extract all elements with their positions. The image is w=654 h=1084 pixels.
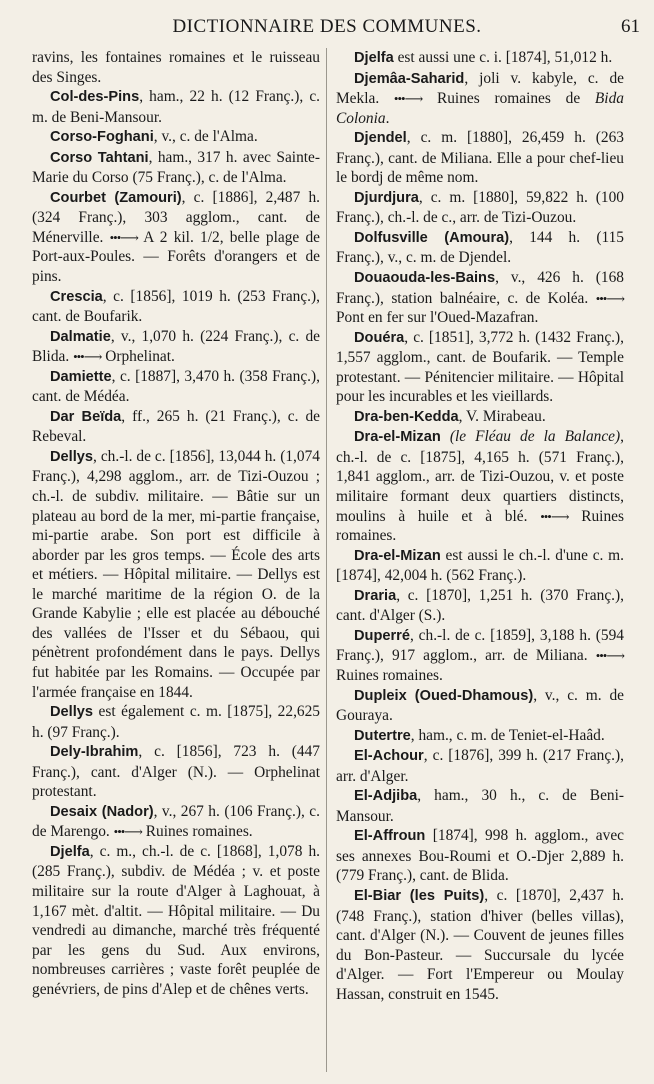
entry-text: A 2 kil. 1/2, belle plage de Port-aux-Poules. — Forêts d'orangers et de pins.: [32, 228, 321, 286]
entry-text: , v., 267 h. (106 Franç.), c. de Marengo.: [32, 802, 320, 841]
entry-text: , v., 1,070 h. (224 Franç.), c. de Blida.: [32, 327, 320, 366]
entry-headword: Djelfa: [50, 843, 90, 860]
entry-text: , V. Mirabeau.: [458, 407, 546, 425]
entry-text: , ham., 317 h. avec Sainte-Marie du Corso (75 Franç.), c. de l'Alma.: [32, 148, 320, 187]
dictionary-entry: [336, 228, 624, 268]
left-column: [32, 48, 320, 999]
dictionary-entry: [32, 447, 320, 702]
dictionary-entry: [336, 128, 624, 188]
entry-text: Ruines romaines.: [336, 507, 624, 545]
entry-italic: Bida Colonia: [336, 90, 624, 127]
entry-headword: Dellys: [50, 448, 93, 465]
entry-text: est aussi le ch.-l. d'une c. m. [1874], 42,004 h. (562 Franç.).: [336, 546, 624, 585]
dictionary-entry: [32, 407, 320, 447]
entry-headword: Corso-Foghani: [50, 129, 154, 146]
running-title: DICTIONNAIRE DES COMMUNES.: [172, 16, 482, 37]
entry-text: Orphelinat.: [105, 348, 175, 366]
arrow-icon: •••⟶: [595, 290, 624, 306]
entry-text: Ruines romaines.: [145, 823, 253, 841]
arrow-icon: •••⟶: [73, 349, 102, 365]
entry-text: , ham., c. m. de Teniet-el-Haâd.: [410, 726, 605, 744]
entry-text: ravins, les fontaines romaines et le ruisseau des Singes.: [32, 49, 320, 86]
dictionary-entry: [336, 48, 624, 69]
dictionary-entry: [32, 802, 320, 842]
dictionary-entry: [32, 367, 320, 407]
dictionary-entry: [336, 407, 624, 428]
entry-text: , c. [1856], 723 h. (447 Franç.), cant. d'Alger (N.). — Orphelinat protestant.: [32, 743, 320, 801]
entry-headword: El-Achour: [354, 748, 424, 765]
entry-text: .: [385, 109, 390, 127]
entry-headword: El-Biar (les Puits): [354, 887, 485, 904]
page-header: [0, 0, 654, 42]
entry-text: , v., 426 h. (168 Franç.), station balnéaire, c. de Koléa.: [336, 269, 624, 307]
column-divider: [326, 48, 327, 1072]
dictionary-entry: [32, 287, 320, 327]
entry-text: , ff., 265 h. (21 Franç.), c. de Rebeval.: [32, 407, 320, 446]
entry-headword: El-Adjiba: [354, 788, 418, 805]
dictionary-entry: [32, 87, 320, 127]
dictionary-entry: [336, 786, 624, 826]
entry-text: , c. [1876], 399 h. (217 Franç.), arr. d'Alger.: [336, 747, 624, 785]
dictionary-entry: [32, 48, 320, 87]
entry-text: , ham., 30 h., c. de Beni-Mansour.: [336, 787, 624, 825]
entry-headword: El-Affroun: [354, 828, 426, 845]
entry-headword: Duperré: [354, 627, 410, 644]
entry-headword: Douéra: [354, 329, 405, 346]
dictionary-entry: [336, 826, 624, 886]
entry-text: , c. [1870], 1,251 h. (370 Franç.), cant. d'Alger (S.).: [336, 586, 624, 625]
entry-headword: Col-des-Pins: [50, 89, 140, 106]
dictionary-entry: [336, 746, 624, 786]
arrow-icon: •••⟶: [540, 508, 569, 524]
entry-text: , c. m., ch.-l. de c. [1868], 1,078 h. (285 Franç.), subdiv. de Médéa ; v. et poste militaire sur la route d'Alger à Laghouat, à 1,167 mèt. d'altit. — Hôpital militaire. — Du vendredi au dimanche, marché très fréquenté par les gens du Sud. Aux environs, nombreuses carrières ; vaste forêt peuplée de genévriers, de pins d'Alep et de chênes verts.: [32, 842, 320, 998]
entry-text: , c. m. [1880], 59,822 h. (100 Franç.), ch.-l. de c., arr. de Tizi-Ouzou.: [336, 188, 624, 227]
entry-italic: (le Fléau de la Balance): [449, 428, 621, 446]
entry-headword: Dra-el-Mizan: [354, 547, 441, 564]
entry-headword: Djelfa: [354, 50, 394, 66]
entry-text: , c. [1870], 2,437 h. (748 Franç.), station d'hiver (belles villas), cant. d'Alger (N.). — Couvent de jeunes filles du Bon-Pasteur. — Succursale du lycée d'Alger. — Fort l'Empereur ou Moulay Hassan, construit en 1545.: [336, 886, 624, 1003]
entry-text: est aussi une c. i. [1874], 51,012 h.: [393, 49, 613, 66]
entry-headword: Djurdjura: [354, 189, 419, 206]
dictionary-entry: [32, 188, 320, 287]
entry-headword: Dolfusville (Amoura): [354, 229, 510, 246]
arrow-icon: •••⟶: [109, 229, 138, 245]
dictionary-entry: [32, 842, 320, 999]
dictionary-entry: [336, 726, 624, 747]
entry-text: , ch.-l. de c. [1859], 3,188 h. (594 Franç.), 917 agglom., arr. de Miliana.: [336, 626, 624, 665]
dictionary-entry: [336, 546, 624, 586]
dictionary-entry: [336, 686, 624, 726]
entry-text: est également c. m. [1875], 22,625 h. (97 Franç.).: [32, 703, 320, 741]
entry-headword: Dely-Ibrahim: [50, 744, 139, 761]
entry-headword: Dra-el-Mizan: [354, 429, 441, 446]
entry-headword: Draria: [354, 587, 397, 604]
entry-text: , v., c. m. de Gouraya.: [336, 686, 625, 725]
entry-headword: Dalmatie: [50, 328, 111, 345]
dictionary-entry: [336, 586, 624, 626]
entry-text: , c. [1856], 1019 h. (253 Franç.), cant. de Boufarik.: [32, 287, 320, 326]
entry-headword: Dellys: [50, 704, 93, 721]
arrow-icon: •••⟶: [393, 91, 423, 107]
right-column: [336, 48, 624, 1004]
entry-text: [441, 428, 450, 445]
dictionary-entry: [32, 148, 320, 188]
entry-text: [1874], 998 h. agglom., avec ses annexes Bou-Roumi et O.-Djer 2,889 h. (779 Franç.), cant. de Blida.: [336, 827, 624, 885]
dictionary-entry: [336, 69, 624, 129]
dictionary-entry: [336, 268, 624, 328]
entry-headword: Dupleix (Oued-Dhamous): [354, 687, 534, 704]
entry-headword: Courbet (Zamouri): [50, 189, 182, 206]
entry-headword: Djemâa-Saharid: [354, 70, 465, 87]
entry-headword: Damiette: [50, 368, 112, 385]
entry-text: , c. m. [1880], 26,459 h. (263 Franç.), cant. de Miliana. Elle a pour chef-lieu le bordj de même nom.: [336, 129, 624, 187]
entry-text: , v., c. de l'Alma.: [153, 128, 258, 146]
entry-headword: Corso Tahtani: [50, 149, 149, 166]
entry-text: , ham., 22 h. (12 Franç.), c. m. de Beni-Mansour.: [32, 88, 320, 126]
entry-text: , c. [1851], 3,772 h. (1432 Franç.), 1,557 agglom., cant. de Boufarik. — Temple protestant. — Pénitencier militaire. — Hôpital pour les incurables et les vieillards.: [336, 328, 624, 406]
dictionary-entry: [336, 328, 624, 407]
entry-headword: Djendel: [354, 130, 407, 147]
dictionary-entry: [336, 427, 624, 545]
dictionary-entry: [32, 742, 320, 802]
entry-text: , ch.-l. de c. [1856], 13,044 h. (1,074 Franç.), 4,298 agglom., arr. de Tizi-Ouzou ; ch.-l. de subdiv. militaire. — Bâtie sur un plateau au bord de la mer, mi-partie française, mi-partie arabe. Son port est difficile à aborder par les gros temps. — École des arts et métiers. — Hôpital militaire. — Dellys est le marché maritime de la région O. de la Grande Kabylie ; elle est placée au débouché des vallées de l'Isser et du Sébaou, qui pénètrent profondément dans le pays. Dellys fut habitée par les Romains. — Occupée par l'armée française en 1844.: [32, 447, 320, 701]
dictionary-entry: [32, 127, 320, 148]
entry-headword: Crescia: [50, 288, 103, 305]
dictionary-entry: [336, 886, 624, 1004]
entry-headword: Dutertre: [354, 727, 411, 744]
entry-headword: Desaix (Nador): [50, 803, 154, 820]
entry-headword: Dra-ben-Kedda: [354, 408, 459, 425]
entry-text: , joli v. kabyle, c. de Mekla.: [336, 69, 624, 108]
entry-text: , ch.-l. de c. [1875], 4,165 h. (571 Franç.), 1,841 agglom., arr. de Tizi-Ouzou, v. et poste militaire formant deux quartiers distincts, moulins à huile et à blé.: [336, 428, 624, 525]
dictionary-entry: [336, 188, 624, 228]
dictionary-entry: [336, 626, 624, 686]
arrow-icon: •••⟶: [113, 824, 142, 840]
entry-text: , c. [1887], 3,470 h. (358 Franç.), cant. de Médéa.: [32, 367, 320, 406]
arrow-icon: •••⟶: [595, 648, 624, 664]
entry-text: , 144 h. (115 Franç.), v., c. m. de Djendel.: [336, 228, 624, 267]
entry-text: Pont en fer sur l'Oued-Mazafran.: [336, 309, 539, 327]
dictionary-entry: [32, 327, 320, 367]
dictionary-entry: [32, 702, 320, 742]
page-number: 61: [621, 16, 640, 37]
entry-text: , c. [1886], 2,487 h. (324 Franç.), 303 agglom., cant. de Ménerville.: [32, 188, 320, 246]
entry-headword: Dar Beïda: [50, 408, 122, 425]
entry-text: Ruines romaines.: [336, 666, 443, 684]
entry-text: Ruines romaines de: [436, 90, 581, 108]
entry-headword: Douaouda-les-Bains: [354, 270, 496, 287]
